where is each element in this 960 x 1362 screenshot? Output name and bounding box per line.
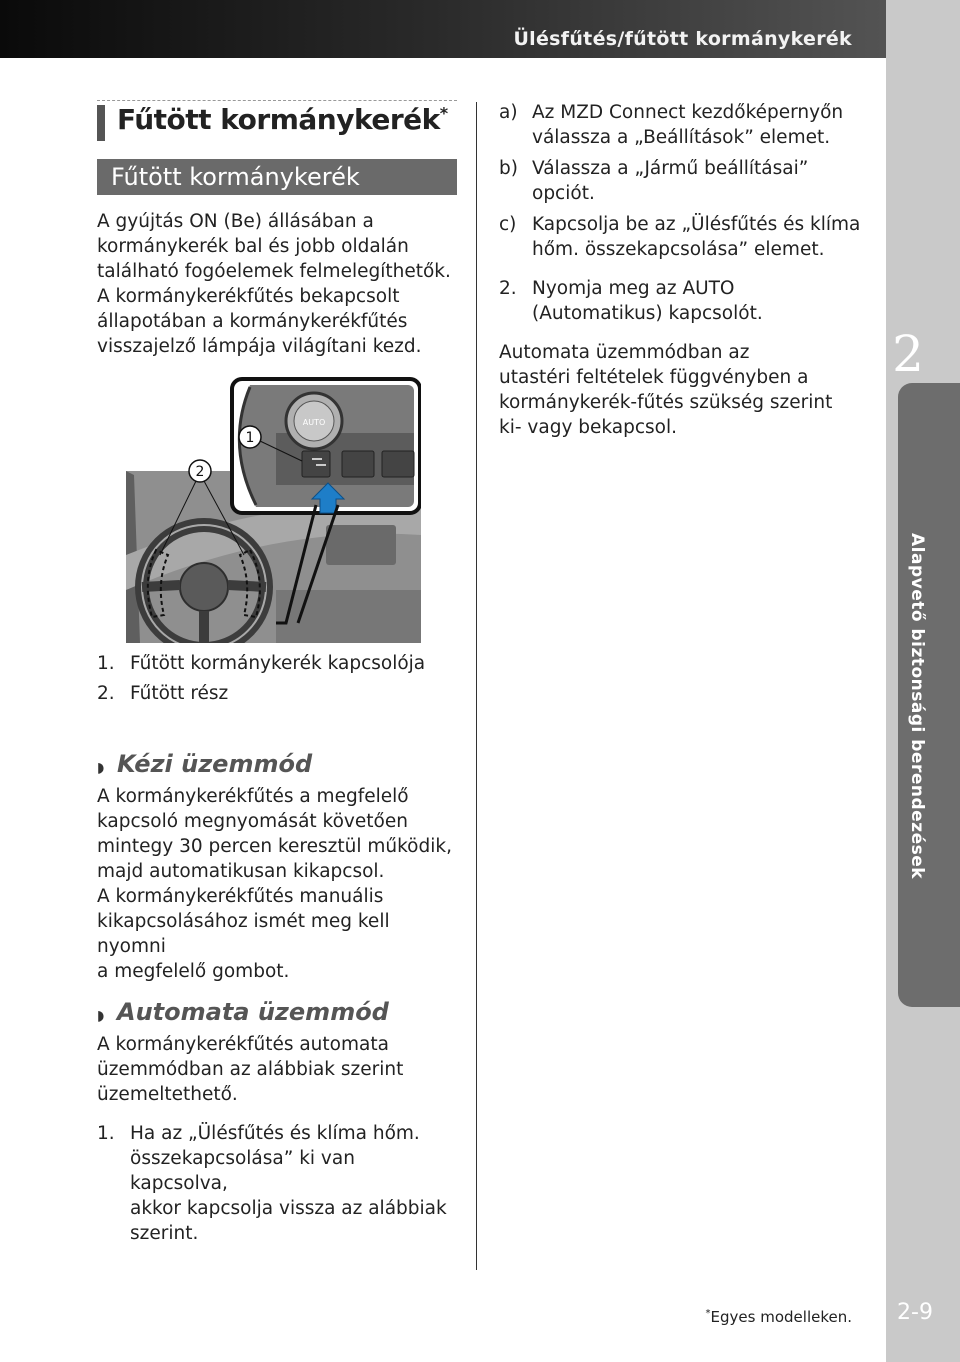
legend-number: 2. bbox=[97, 683, 115, 704]
section-marker-icon: ◗ bbox=[97, 1008, 105, 1024]
footnote-mark: * bbox=[705, 1308, 711, 1319]
manual-line: A kormánykerékfűtés a megfelelő bbox=[97, 786, 409, 807]
step-number: 1. bbox=[97, 1123, 115, 1144]
footnote bbox=[706, 1308, 852, 1326]
manual-mode-title: Kézi üzemmód bbox=[117, 750, 313, 778]
manual-mode-paragraph bbox=[97, 784, 457, 984]
right-column bbox=[499, 100, 864, 440]
manual-line: mintegy 30 percen keresztül működik, bbox=[97, 836, 452, 857]
step-line: Ha az „Ülésfűtés és klíma hőm. bbox=[130, 1123, 420, 1144]
callout-2-label: 2 bbox=[195, 464, 205, 480]
manual-line: A kormánykerékfűtés manuális bbox=[97, 886, 384, 907]
footnote-text: Egyes modelleken. bbox=[710, 1308, 852, 1326]
illustration-svg bbox=[126, 375, 421, 643]
legend-item bbox=[97, 681, 457, 706]
legend-number: 1. bbox=[97, 653, 115, 674]
substep-line: Kapcsolja be az „Ülésfűtés és klíma bbox=[532, 214, 861, 235]
seat-heater-switch bbox=[342, 451, 374, 477]
figure-legend bbox=[97, 651, 457, 706]
closing-line: kormánykerék-fűtés szükség szerint bbox=[499, 392, 833, 413]
auto-line: A kormánykerékfűtés automata bbox=[97, 1034, 389, 1055]
substep-c bbox=[499, 212, 864, 262]
step-line: (Automatikus) kapcsolót. bbox=[532, 303, 763, 324]
substep-line: hőm. összekapcsolása” elemet. bbox=[532, 239, 825, 260]
substep-label: b) bbox=[499, 158, 518, 179]
legend-item bbox=[97, 651, 457, 676]
substep-line: Válassza a „Jármű beállításai” opciót. bbox=[532, 158, 809, 204]
page-number: 2-9 bbox=[897, 1300, 933, 1325]
legend-text: Fűtött kormánykerék kapcsolója bbox=[130, 653, 426, 674]
auto-step-1 bbox=[97, 1121, 457, 1246]
center-screen bbox=[326, 525, 396, 565]
closing-line: utastéri feltételek függvényben a bbox=[499, 367, 809, 388]
intro-line: kormánykerék bal és jobb oldalán bbox=[97, 236, 409, 257]
auto-mode-title: Automata üzemmód bbox=[117, 998, 389, 1026]
intro-line: A kormánykerékfűtés bekapcsolt bbox=[97, 286, 400, 307]
step-2 bbox=[499, 276, 864, 326]
column-divider bbox=[476, 102, 477, 1270]
substep-line: válassza a „Beállítások” elemet. bbox=[532, 127, 831, 148]
heading-bar bbox=[97, 105, 105, 141]
closing-paragraph bbox=[499, 340, 864, 440]
intro-line: visszajelző lámpája világítani kezd. bbox=[97, 336, 422, 357]
left-column bbox=[97, 100, 457, 1251]
substep-b bbox=[499, 156, 864, 206]
substep-label: a) bbox=[499, 102, 518, 123]
step-line: szerint. bbox=[130, 1223, 199, 1244]
intro-line: A gyújtás ON (Be) állásában a bbox=[97, 211, 374, 232]
section-marker-icon: ◗ bbox=[97, 760, 105, 776]
manual-mode-heading bbox=[97, 750, 457, 784]
substep-line: Az MZD Connect kezdőképernyőn bbox=[532, 102, 844, 123]
chapter-title: Alapvető biztonsági berendezések bbox=[907, 533, 927, 880]
section-title-mark: * bbox=[439, 103, 448, 123]
manual-line: a megfelelő gombot. bbox=[97, 961, 290, 982]
section-title bbox=[117, 103, 448, 136]
step-line: Nyomja meg az AUTO bbox=[532, 278, 735, 299]
section-title-text: Fűtött kormánykerék bbox=[117, 103, 440, 136]
chapter-number: 2 bbox=[892, 325, 924, 383]
auto-mode-paragraph bbox=[97, 1032, 457, 1107]
manual-line: kikapcsolásához ismét meg kell nyomni bbox=[97, 911, 390, 957]
intro-line: állapotában a kormánykerékfűtés bbox=[97, 311, 408, 332]
substep-label: c) bbox=[499, 214, 517, 235]
step-number: 2. bbox=[499, 278, 517, 299]
steering-heater-illustration bbox=[126, 375, 421, 643]
section-heading bbox=[97, 100, 457, 145]
closing-line: Automata üzemmódban az bbox=[499, 342, 750, 363]
auto-line: üzemeltethető. bbox=[97, 1084, 238, 1105]
step-line: összekapcsolása” ki van kapcsolva, bbox=[130, 1148, 355, 1194]
running-header: Ülésfűtés/fűtött kormánykerék bbox=[513, 28, 852, 50]
intro-paragraph bbox=[97, 209, 457, 359]
auto-mode-heading bbox=[97, 998, 457, 1032]
step-line: akkor kapcsolja vissza az alábbiak bbox=[130, 1198, 447, 1219]
rear-defrost-switch bbox=[382, 451, 414, 477]
closing-line: ki- vagy bekapcsol. bbox=[499, 417, 678, 438]
intro-line: található fogóelemek felmelegíthetők. bbox=[97, 261, 451, 282]
subsection-title: Fűtött kormánykerék bbox=[97, 159, 457, 195]
substep-a bbox=[499, 100, 864, 150]
auto-knob-label: AUTO bbox=[302, 418, 326, 427]
auto-line: üzemmódban az alábbiak szerint bbox=[97, 1059, 404, 1080]
callout-1-label: 1 bbox=[245, 430, 255, 446]
legend-text: Fűtött rész bbox=[130, 683, 229, 704]
steering-wheel-hub bbox=[180, 563, 228, 611]
manual-line: kapcsoló megnyomását követően bbox=[97, 811, 408, 832]
manual-line: majd automatikusan kikapcsol. bbox=[97, 861, 385, 882]
center-console bbox=[276, 590, 421, 643]
